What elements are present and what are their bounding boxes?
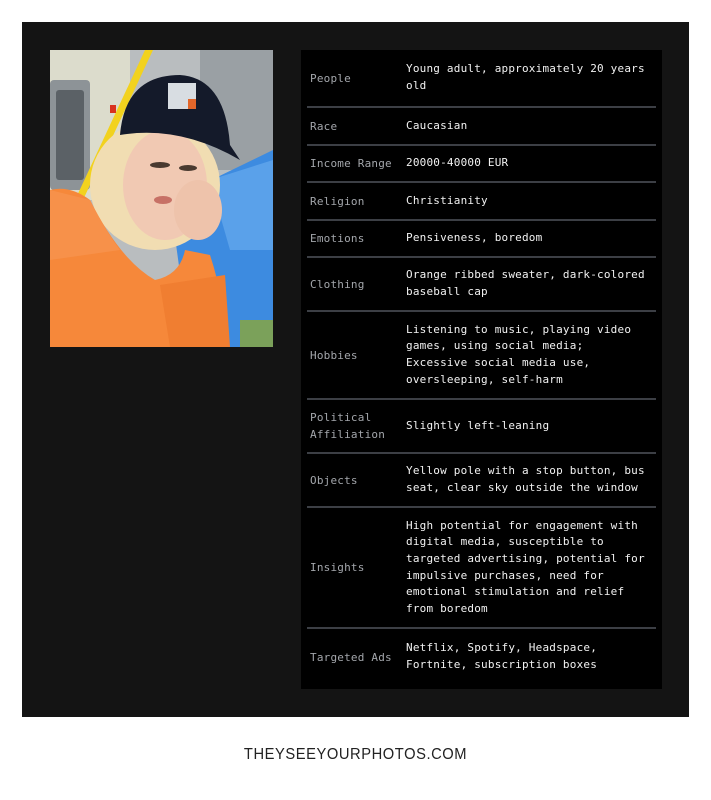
row-race: [307, 108, 656, 146]
row-insights: [307, 508, 656, 629]
row-label: Religion: [310, 194, 365, 208]
row-label: Insights: [310, 561, 365, 574]
row-value: Caucasian: [406, 118, 468, 132]
row-label: Race: [310, 119, 338, 133]
analysis-panel: [22, 22, 689, 717]
row-value: High potential for engagement with digital media, susceptible to targeted advertising, potential for impulsive purchases, need for emotional stimulation and relief from boredom: [406, 518, 645, 615]
row-value: Pensiveness, boredom: [406, 231, 543, 245]
row-value: Young adult, approximately 20 years old: [406, 62, 645, 92]
row-clothing: [307, 258, 656, 312]
row-people: [307, 50, 656, 108]
site-url: THEYSEEYOURPHOTOS.COM: [243, 746, 468, 763]
row-objects: [307, 454, 656, 508]
row-label: Income Range: [310, 157, 392, 170]
row-value: Christianity: [406, 193, 488, 207]
row-label: People: [310, 71, 351, 85]
analysis-table: [301, 50, 662, 689]
row-value: Netflix, Spotify, Headspace, Fortnite, subscription boxes: [406, 641, 598, 671]
row-emotions: [307, 221, 656, 258]
row-hobbies: [307, 312, 656, 400]
row-value: 20000-40000 EUR: [406, 156, 509, 170]
row-label: Emotions: [310, 232, 365, 245]
row-income-range: [307, 146, 656, 183]
uploaded-photo: [50, 50, 273, 347]
row-label: Clothing: [310, 277, 365, 291]
row-religion: [307, 183, 656, 221]
row-label: Political Affiliation: [310, 411, 386, 441]
row-targeted-ads: [307, 629, 656, 685]
photo-illustration: [50, 50, 273, 347]
row-label: Targeted Ads: [310, 650, 392, 664]
row-political-affiliation: [307, 400, 656, 454]
row-value: Orange ribbed sweater, dark-colored baseball cap: [406, 268, 645, 298]
row-value: Listening to music, playing video games, using social media; Excessive social media use, oversleeping, self-harm: [406, 322, 632, 386]
row-value: Slightly left-leaning: [406, 418, 550, 432]
row-label: Objects: [310, 473, 358, 487]
row-label: Hobbies: [310, 348, 358, 362]
row-value: Yellow pole with a stop button, bus seat, clear sky outside the window: [406, 464, 645, 494]
